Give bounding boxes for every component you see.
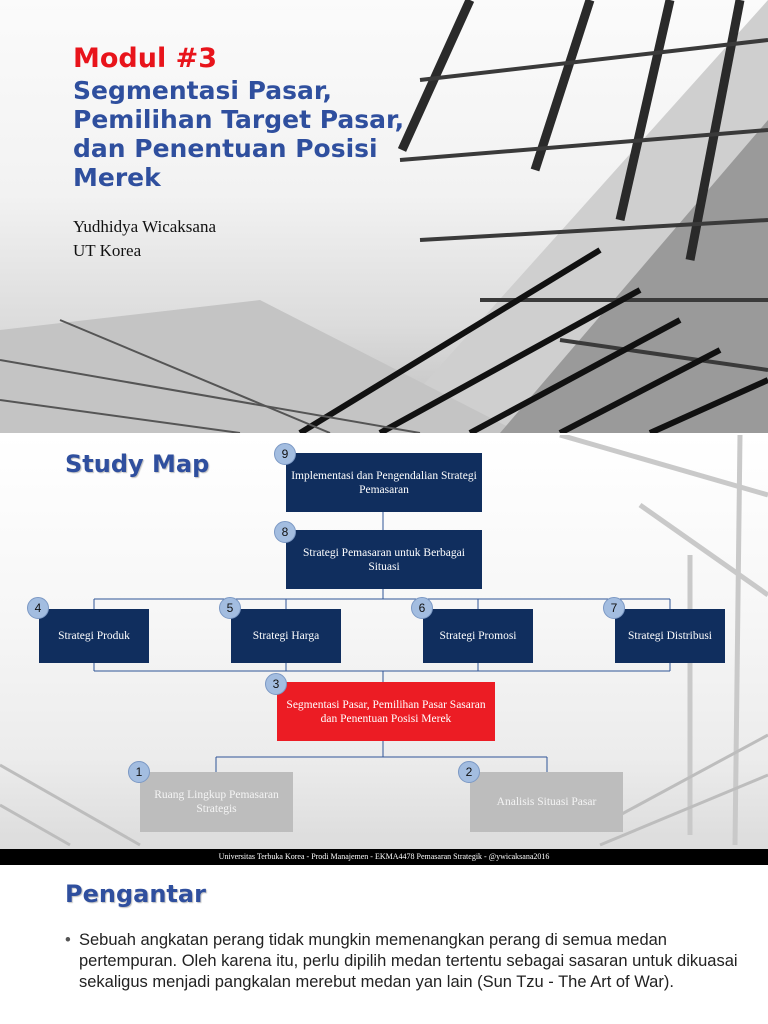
- box-strategi-promosi[interactable]: [423, 609, 533, 663]
- module-title: [73, 76, 433, 192]
- title-line: Segmentasi Pasar,: [73, 76, 333, 105]
- step-badge: 9: [274, 443, 296, 465]
- title-line: Merek: [73, 163, 161, 192]
- bullet-dot: •: [65, 931, 71, 949]
- study-map-slide: [0, 435, 768, 865]
- author-block: [73, 215, 216, 263]
- study-map-heading: Study Map: [65, 450, 210, 478]
- slide-footer: Universitas Terbuka Korea - Prodi Manajemen - EKMA4478 Pemasaran Strategik - @ywicaksana2016: [0, 849, 768, 865]
- step-badge: 3: [265, 673, 287, 695]
- box-strategi-distribusi[interactable]: [615, 609, 725, 663]
- box-label: Analisis Situasi Pasar: [496, 796, 597, 808]
- box-label: Strategi Pemasaran untuk Berbagai Situasi: [303, 546, 465, 573]
- box-label: Segmentasi Pasar, Pemilihan Pasar Sasaran dan Penentuan Posisi Merek: [286, 698, 486, 725]
- box-label: Implementasi dan Pengendalian Strategi Pemasaran: [291, 469, 477, 496]
- title-slide: [0, 0, 768, 433]
- step-badge: 4: [27, 597, 49, 619]
- step-badge: 1: [128, 761, 150, 783]
- box-strategi-situasi[interactable]: [286, 530, 482, 589]
- box-label: Strategi Produk: [58, 630, 130, 642]
- box-label: Strategi Harga: [252, 630, 320, 642]
- bullet-text: Sebuah angkatan perang tidak mungkin memenangkan perang di semua medan pertempuran. Oleh karena itu, perlu dipilih medan tertentu sebagai sasaran untuk dikuasai sekaligus menjadi pangkalan merebut medan yan lain (Sun Tzu - The Art of War).: [79, 931, 738, 991]
- box-ruang-lingkup[interactable]: [140, 772, 293, 832]
- pengantar-heading: Pengantar: [65, 880, 206, 908]
- step-badge: 2: [458, 761, 480, 783]
- box-label: Strategi Promosi: [439, 630, 517, 642]
- module-number: Modul #3: [73, 43, 218, 74]
- bullet-item: [65, 930, 745, 993]
- step-badge: 7: [603, 597, 625, 619]
- box-strategi-harga[interactable]: [231, 609, 341, 663]
- box-analisis-situasi[interactable]: [470, 772, 623, 832]
- author-institution: UT Korea: [73, 241, 142, 260]
- box-label: Strategi Distribusi: [627, 630, 712, 642]
- box-strategi-produk[interactable]: [39, 609, 149, 663]
- step-badge: 5: [219, 597, 241, 619]
- box-label: Ruang Lingkup Pemasaran Strategis: [154, 789, 279, 815]
- box-implementasi[interactable]: [286, 453, 482, 512]
- step-badge: 8: [274, 521, 296, 543]
- title-line: dan Penentuan Posisi: [73, 134, 378, 163]
- box-segmentasi[interactable]: [277, 682, 495, 741]
- title-line: Pemilihan Target Pasar,: [73, 105, 405, 134]
- author-name: Yudhidya Wicaksana: [73, 217, 216, 236]
- step-badge: 6: [411, 597, 433, 619]
